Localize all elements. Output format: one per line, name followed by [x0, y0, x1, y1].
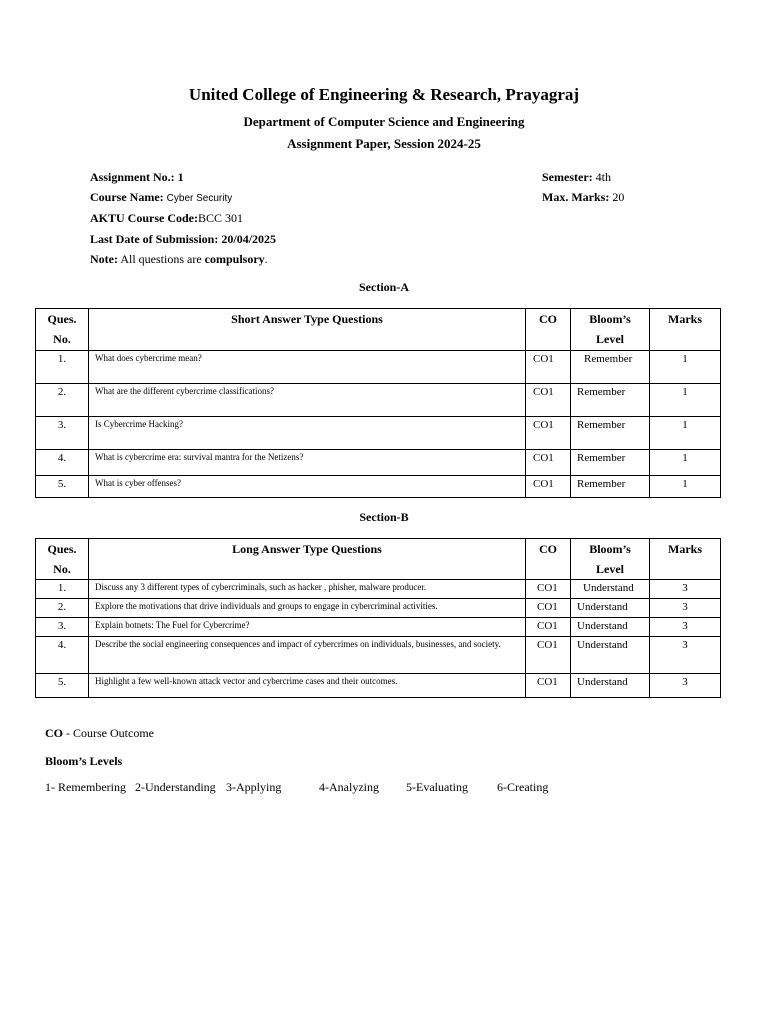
- co-value: CO1: [526, 351, 571, 384]
- max-marks-value: 20: [612, 190, 625, 204]
- marks-value: 1: [650, 351, 721, 384]
- table-row: [36, 450, 721, 476]
- qno-header-line1: Ques.: [47, 542, 77, 556]
- co-value: CO1: [526, 618, 571, 637]
- session-title: Assignment Paper, Session 2024-25: [287, 136, 481, 151]
- table-row: [36, 599, 721, 618]
- co-abbr: CO: [45, 726, 63, 740]
- question-number: 5.: [36, 674, 89, 698]
- section-a-table: [35, 308, 721, 498]
- bloom-level-6: 6-Creating: [497, 780, 549, 794]
- bloom-header: [571, 539, 650, 580]
- marks-header: Marks: [650, 539, 721, 580]
- bloom-level-1: 1- Remembering: [45, 780, 126, 794]
- co-text: - Course Outcome: [63, 726, 154, 740]
- bloom-header: [571, 309, 650, 351]
- note-label: Note:: [90, 252, 118, 266]
- assignment-label: Assignment No.:: [90, 170, 175, 184]
- bloom-levels-title: Bloom’s Levels: [45, 754, 123, 768]
- marks-value: 3: [650, 618, 721, 637]
- qno-header: [36, 309, 89, 351]
- bloom-header-line2: Level: [596, 562, 624, 576]
- note-text-post: .: [264, 252, 268, 266]
- college-title: United College of Engineering & Research, Prayagraj: [188, 85, 580, 104]
- question-number: 5.: [36, 476, 89, 498]
- question-text: Explain botnets: The Fuel for Cybercrime?: [89, 618, 526, 637]
- question-header: Short Answer Type Questions: [89, 309, 526, 351]
- question-number: 1.: [36, 580, 89, 599]
- bloom-level-4: 4-Analyzing: [319, 780, 379, 794]
- question-number: 4.: [36, 637, 89, 674]
- last-date-label: Last Date of Submission:: [90, 232, 219, 246]
- last-date: [90, 232, 276, 247]
- question-number: 2.: [36, 384, 89, 417]
- qno-header-line2: No.: [53, 332, 71, 346]
- max-marks: [542, 190, 624, 205]
- bloom-level-2: 2-Understanding: [135, 780, 216, 794]
- table-row: [36, 580, 721, 599]
- marks-header: Marks: [650, 309, 721, 351]
- semester-label: Semester:: [542, 170, 593, 184]
- co-header: CO: [526, 309, 571, 351]
- course-code-value: BCC 301: [198, 211, 244, 225]
- table-row: [36, 674, 721, 698]
- bloom-value: Remember: [571, 351, 650, 384]
- department-title: Department of Computer Science and Engineering: [243, 114, 525, 129]
- table-row: [36, 384, 721, 417]
- co-value: CO1: [526, 637, 571, 674]
- bloom-value: Understand: [571, 599, 650, 618]
- marks-value: 3: [650, 674, 721, 698]
- table-row: [36, 417, 721, 450]
- question-number: 3.: [36, 417, 89, 450]
- bloom-value: Understand: [571, 637, 650, 674]
- assignment-no: [90, 170, 184, 185]
- semester-value: 4th: [595, 170, 611, 184]
- bloom-value: Remember: [571, 476, 650, 498]
- table-row: [36, 476, 721, 498]
- co-value: CO1: [526, 384, 571, 417]
- course-name-value: Cyber Security: [166, 193, 233, 204]
- course-name: [90, 190, 232, 205]
- marks-value: 1: [650, 417, 721, 450]
- bloom-header-line1: Bloom’s: [589, 542, 631, 556]
- question-text: Discuss any 3 different types of cybercriminals, such as hacker , phisher, malware producer.: [89, 580, 526, 599]
- qno-header-line1: Ques.: [47, 312, 77, 326]
- bloom-value: Understand: [571, 618, 650, 637]
- qno-header-line2: No.: [53, 562, 71, 576]
- co-value: CO1: [526, 417, 571, 450]
- bloom-value: Remember: [571, 417, 650, 450]
- bloom-value: Understand: [571, 580, 650, 599]
- course-name-label: Course Name:: [90, 190, 164, 204]
- bloom-value: Remember: [571, 384, 650, 417]
- marks-value: 3: [650, 599, 721, 618]
- marks-value: 1: [650, 476, 721, 498]
- section-b-header-row: [36, 539, 721, 580]
- section-a-title: Section-A: [359, 280, 409, 294]
- section-b-table: [35, 538, 721, 698]
- question-text: Highlight a few well-known attack vector and cybercrime cases and their outcomes.: [89, 674, 526, 698]
- question-number: 2.: [36, 599, 89, 618]
- course-code: [90, 211, 243, 226]
- bloom-header-line2: Level: [596, 332, 624, 346]
- question-text: Describe the social engineering consequences and impact of cybercrimes on individuals, businesses, and society.: [89, 637, 526, 674]
- question-text: What does cybercrime mean?: [89, 351, 526, 384]
- table-row: [36, 351, 721, 384]
- section-a-header-row: [36, 309, 721, 351]
- bloom-value: Understand: [571, 674, 650, 698]
- note-text-bold: compulsory: [204, 252, 265, 266]
- qno-header: [36, 539, 89, 580]
- bloom-level-3: 3-Applying: [226, 780, 282, 794]
- co-header: CO: [526, 539, 571, 580]
- section-b-title: Section-B: [359, 510, 409, 524]
- table-row: [36, 637, 721, 674]
- question-number: 3.: [36, 618, 89, 637]
- bloom-level-5: 5-Evaluating: [406, 780, 468, 794]
- co-value: CO1: [526, 450, 571, 476]
- question-number: 4.: [36, 450, 89, 476]
- marks-value: 1: [650, 384, 721, 417]
- marks-value: 3: [650, 637, 721, 674]
- last-date-value: 20/04/2025: [221, 232, 277, 246]
- co-value: CO1: [526, 580, 571, 599]
- question-text: Explore the motivations that drive individuals and groups to engage in cybercriminal activities.: [89, 599, 526, 618]
- marks-value: 3: [650, 580, 721, 599]
- co-legend: [45, 726, 154, 741]
- bloom-header-line1: Bloom’s: [589, 312, 631, 326]
- question-number: 1.: [36, 351, 89, 384]
- course-code-label: AKTU Course Code:: [90, 211, 198, 225]
- question-text: What is cybercrime era: survival mantra for the Netizens?: [89, 450, 526, 476]
- question-text: What are the different cybercrime classifications?: [89, 384, 526, 417]
- assignment-value: 1: [177, 170, 184, 184]
- marks-value: 1: [650, 450, 721, 476]
- co-value: CO1: [526, 674, 571, 698]
- question-text: What is cyber offenses?: [89, 476, 526, 498]
- max-marks-label: Max. Marks:: [542, 190, 610, 204]
- co-value: CO1: [526, 599, 571, 618]
- semester: [542, 170, 611, 185]
- table-row: [36, 618, 721, 637]
- question-header: Long Answer Type Questions: [89, 539, 526, 580]
- co-value: CO1: [526, 476, 571, 498]
- question-text: Is Cybercrime Hacking?: [89, 417, 526, 450]
- note: [90, 252, 268, 267]
- note-text-pre: All questions are: [120, 252, 202, 266]
- bloom-value: Remember: [571, 450, 650, 476]
